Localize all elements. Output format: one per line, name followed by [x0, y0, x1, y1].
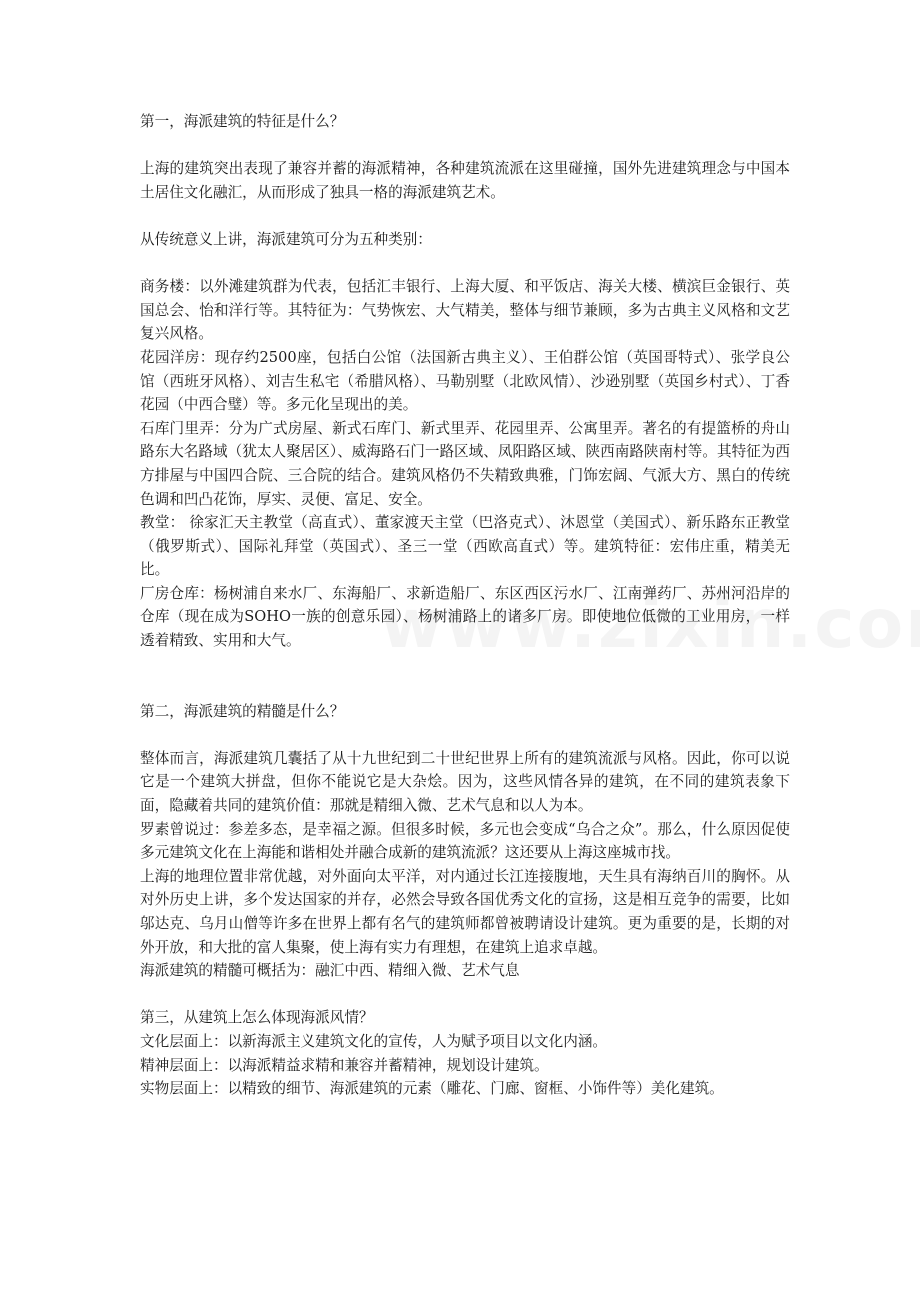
categories-intro: 从传统意义上讲，海派建筑可分为五种类别： [140, 230, 432, 248]
question-2-paragraph-2: 罗素曾说过：参差多态，是幸福之源。但很多时候，多元也会变成“乌合之众”。那么，什么原因促使多元建筑文化在上海能和谐相处并融合成新的建筑流派？这还要从上海这座城市找。 [140, 820, 790, 862]
category-shikumen: 石库门里弄：分为广式房屋、新式石库门、新式里弄、花园里弄、公寓里弄。著名的有提篮桥的舟山路东大名路域（犹太人聚居区）、威海路石门一路区域、凤阳路区域、陕西南路陕南村等。其特征为西方排屋与中国四合院、三合院的结合。建筑风格仍不失精致典雅，门饰宏阔、气派大方、黑白的传统色调和凹凸花饰，厚实、灵便、富足、安全。 [140, 419, 790, 508]
document-body [140, 110, 790, 1101]
category-factory: 厂房仓库：杨树浦自来水厂、东海船厂、求新造船厂、东区西区污水厂、江南弹药厂、苏州河沿岸的仓库（现在成为SOHO一族的创意乐园）、杨树浦路上的诸多厂房。即使地位低微的工业用房，一样透着精致、实用和大气。 [140, 584, 790, 650]
category-garden-villa: 花园洋房：现存约2500座，包括白公馆（法国新古典主义）、王伯群公馆（英国哥特式）、张学良公馆（西班牙风格）、刘吉生私宅（希腊风格）、马勒别墅（北欧风情）、沙逊别墅（英国乡村式）、丁香花园（中西合璧）等。多元化呈现出的美。 [140, 348, 790, 414]
question-2-heading: 第二，海派建筑的精髓是什么？ [140, 702, 345, 720]
question-2-summary: 海派建筑的精髓可概括为：融汇中西、精细入微、艺术气息 [140, 962, 520, 980]
category-commercial: 商务楼：以外滩建筑群为代表，包括汇丰银行、上海大厦、和平饭店、海关大楼、横滨巨金银行、英国总会、怡和洋行等。其特征为：气势恢宏、大气精美，整体与细节兼顾，多为古典主义风格和文艺复兴风格。 [140, 278, 790, 343]
culture-level: 文化层面上：以新海派主义建筑文化的宣传，人为赋予项目以文化内涵。 [140, 1032, 608, 1050]
question-1-heading: 第一，海派建筑的特征是什么？ [140, 113, 345, 130]
physical-level: 实物层面上：以精致的细节、海派建筑的元素（雕花、门廊、窗框、小饰件等）美化建筑。 [140, 1080, 724, 1098]
category-church: 教堂： 徐家汇天主教堂（高直式）、董家渡天主堂（巴洛克式）、沐恩堂（美国式）、新乐路东正教堂（俄罗斯式）、国际礼拜堂（英国式）、圣三一堂（西欧高直式）等。建筑特征：宏伟庄重，精美无比。 [140, 514, 790, 579]
question-1-intro: 上海的建筑突出表现了兼容并蓄的海派精神，各种建筑流派在这里碰撞，国外先进建筑理念与中国本土居住文化融汇，从而形成了独具一格的海派建筑艺术。 [140, 160, 790, 201]
question-2-paragraph-1: 整体而言，海派建筑几囊括了从十九世纪到二十世纪世界上所有的建筑流派与风格。因此，你可以说它是一个建筑大拼盘，但你不能说它是大杂烩。因为，这些风情各异的建筑，在不同的建筑表象下面，隐藏着共同的建筑价值：那就是精细入微、艺术气息和以人为本。 [140, 749, 790, 815]
question-2-paragraph-3: 上海的地理位置非常优越，对外面向太平洋，对内通过长江连接腹地，天生具有海纳百川的胸怀。从对外历史上讲，多个发达国家的并存，必然会导致各国优秀文化的宣扬，这是相互竞争的需要，比如邬达克、乌月山僧等许多在世界上都有名气的建筑师都曾被聘请设计建筑。更为重要的是，长期的对外开放，和大批的富人集聚，使上海有实力有理想，在建筑上追求卓越。 [140, 867, 790, 956]
question-3-heading: 第三，从建筑上怎么体现海派风情？ [140, 1009, 374, 1027]
spirit-level: 精神层面上：以海派精益求精和兼容并蓄精神，规划设计建筑。 [140, 1056, 549, 1074]
